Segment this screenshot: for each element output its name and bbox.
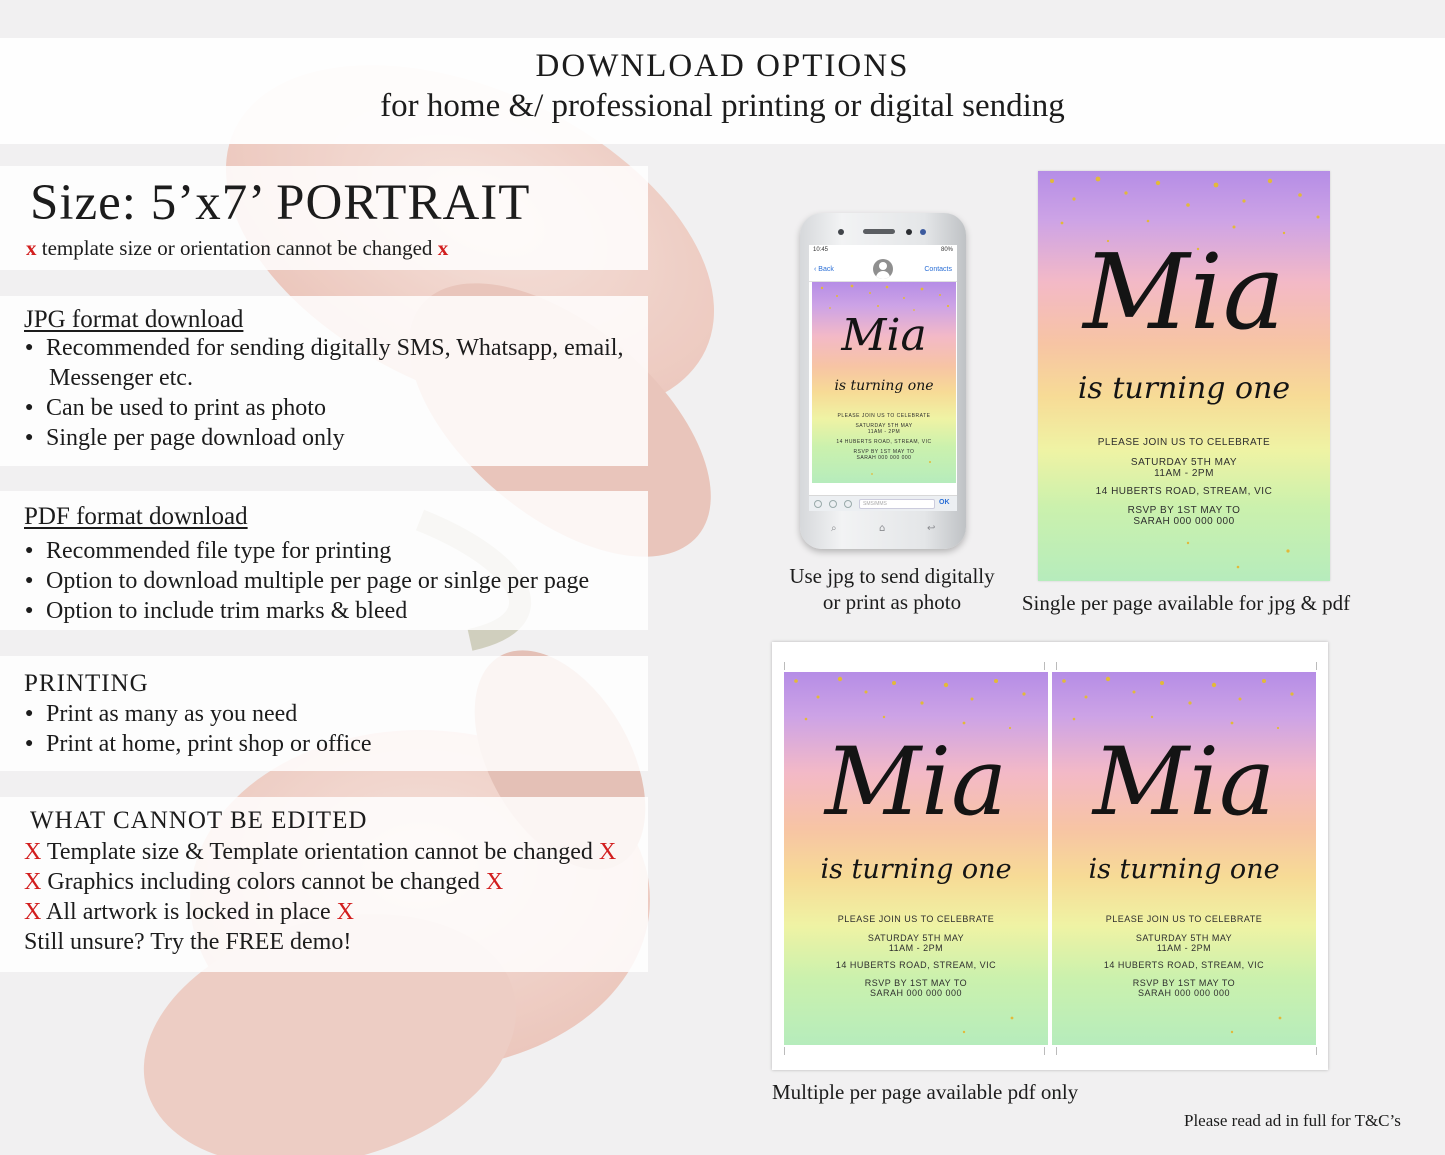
- camera-icon: [838, 229, 844, 235]
- printing-list: [24, 699, 372, 759]
- invite-name: Mia: [1092, 728, 1276, 837]
- sensor-icon: [920, 229, 926, 235]
- trim-mark: [1056, 1047, 1057, 1055]
- list-item: ● Single per page download only: [24, 423, 623, 453]
- list-item: X All artwork is locked in place X: [24, 899, 354, 925]
- message-input-bar: [809, 495, 957, 511]
- printing-title: PRINTING: [24, 670, 149, 697]
- x-mark-icon: X: [24, 839, 42, 865]
- message-input[interactable]: SMS/MMS: [859, 499, 935, 509]
- jpg-list: [24, 333, 623, 453]
- demo-text: Still unsure? Try the FREE demo!: [24, 929, 352, 955]
- x-mark-icon: X: [598, 839, 617, 865]
- contacts-button[interactable]: Contacts: [924, 266, 952, 273]
- invite-name: Mia: [824, 728, 1008, 837]
- pdf-title: PDF format download: [24, 503, 248, 530]
- emoji-icon[interactable]: [829, 500, 837, 508]
- trim-mark: [1044, 1047, 1045, 1055]
- jpg-panel: [0, 296, 648, 466]
- send-button[interactable]: OK: [939, 499, 950, 506]
- list-item: ● Can be used to print as photo: [24, 393, 623, 423]
- invite-subtitle: is turning one: [1088, 854, 1280, 885]
- size-note-text: template size or orientation cannot be changed: [41, 236, 433, 260]
- cannot-edit-panel: [0, 797, 648, 972]
- list-item: ● Option to include trim marks & bleed: [24, 596, 589, 626]
- invite-subtitle: is turning one: [1077, 371, 1291, 406]
- status-bar: [809, 245, 957, 257]
- trim-mark: [1316, 1047, 1317, 1055]
- status-time: 10:45: [813, 247, 829, 253]
- list-item: ● Option to download multiple per page or sinlge per page: [24, 566, 589, 596]
- invite-name: Mia: [1083, 231, 1285, 353]
- speaker-icon: [863, 229, 895, 234]
- list-item: ● Print as many as you need: [24, 699, 372, 729]
- page-title: DOWNLOAD OPTIONS: [535, 48, 910, 84]
- multi-caption: Multiple per page available pdf only: [772, 1080, 1079, 1104]
- back-arrow-icon[interactable]: ↩: [927, 523, 936, 534]
- list-item: Messenger etc.: [49, 365, 193, 391]
- list-item: ● Recommended for sending digitally SMS, Whatsapp, email,: [24, 333, 623, 363]
- camera-icon[interactable]: [814, 500, 822, 508]
- pdf-list: [24, 536, 589, 626]
- footnote: Please read ad in full for T&C’s: [1184, 1111, 1401, 1130]
- x-mark-icon: X: [485, 869, 504, 895]
- invite-subtitle: is turning one: [834, 378, 934, 394]
- list-item: ● Print at home, print shop or office: [24, 729, 372, 759]
- x-mark-icon: X: [336, 899, 354, 925]
- size-title: Size: 5’x7’ PORTRAIT: [30, 175, 531, 231]
- pdf-panel: [0, 491, 648, 630]
- page-subtitle: for home &/ professional printing or digital sending: [380, 88, 1065, 124]
- heart-icon[interactable]: [844, 500, 852, 508]
- home-icon[interactable]: ⌂: [879, 523, 886, 534]
- header-banner: [0, 38, 1445, 144]
- invite-card-single: Mia is turning one PLEASE JOIN US TO CELEBRATE SATURDAY 5TH MAY 11AM - 2PM 14 HUBERTS ROAD, STREAM, VIC RSVP BY 1ST MAY TO SARAH 000 000 000: [1038, 171, 1330, 581]
- x-mark-icon: X: [24, 869, 42, 895]
- soft-keys: [809, 515, 957, 541]
- invite-card-multi-right: Mia is turning one PLEASE JOIN US TO CELEBRATE SATURDAY 5TH MAY 11AM - 2PM 14 HUBERTS ROAD, STREAM, VIC RSVP BY 1ST MAY TO SARAH 000 000 000: [1052, 672, 1316, 1045]
- trim-mark: [784, 1047, 785, 1055]
- trim-mark: [1044, 662, 1045, 670]
- invite-subtitle: is turning one: [820, 854, 1012, 885]
- single-caption: Single per page available for jpg & pdf: [1021, 591, 1351, 615]
- sensor-icon: [906, 229, 912, 235]
- printing-panel: [0, 656, 648, 771]
- invite-card-phone: Mia is turning one PLEASE JOIN US TO CELEBRATE SATURDAY 5TH MAY 11AM - 2PM 14 HUBERTS ROAD, STREAM, VIC RSVP BY 1ST MAY TO SARAH 000 000 000: [812, 282, 956, 483]
- list-item: X Template size & Template orientation cannot be changed X: [24, 839, 617, 865]
- list-item: ● Recommended file type for printing: [24, 536, 589, 566]
- list-item: X Graphics including colors cannot be changed X: [24, 869, 504, 895]
- status-battery: 80%: [940, 247, 953, 253]
- invite-name: Mia: [841, 310, 927, 361]
- cannot-edit-list: [24, 837, 616, 957]
- trim-mark: [784, 662, 785, 670]
- size-panel: [0, 166, 648, 270]
- trim-mark: [1056, 662, 1057, 670]
- jpg-title: JPG format download: [24, 306, 244, 333]
- avatar-icon: [873, 259, 893, 279]
- invite-card-multi-left: Mia is turning one PLEASE JOIN US TO CELEBRATE SATURDAY 5TH MAY 11AM - 2PM 14 HUBERTS ROAD, STREAM, VIC RSVP BY 1ST MAY TO SARAH 000 000 000: [784, 672, 1048, 1045]
- x-mark-icon: X: [24, 899, 42, 925]
- cannot-edit-title: WHAT CANNOT BE EDITED: [30, 807, 368, 834]
- trim-mark: [1316, 662, 1317, 670]
- x-mark-icon: x: [26, 236, 37, 260]
- message-nav-bar: [809, 257, 957, 282]
- x-mark-icon: x: [437, 236, 449, 260]
- phone-caption: Use jpg to send digitally or print as photo: [789, 564, 995, 614]
- search-icon[interactable]: ⌕: [831, 523, 837, 534]
- size-note: [26, 236, 448, 261]
- back-button[interactable]: ‹ Back: [814, 266, 834, 273]
